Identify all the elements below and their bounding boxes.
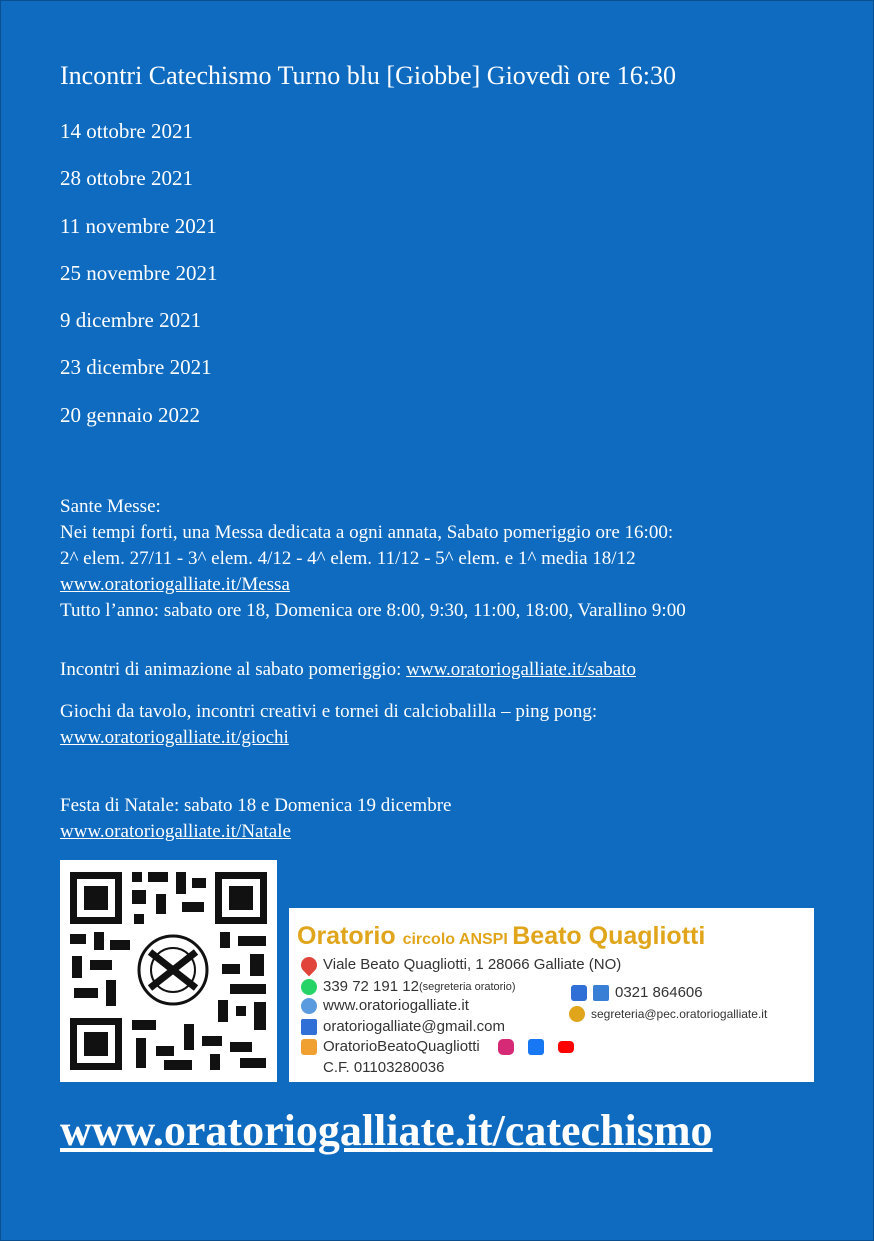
list-item: 23 dicembre 2021 (60, 355, 212, 380)
phone-note: (segreteria oratorio) (418, 980, 516, 993)
animazione-section (60, 657, 636, 683)
natale-section (60, 793, 451, 845)
natale-text: Festa di Natale: sabato 18 e Domenica 19 dicembre (60, 795, 452, 816)
list-item: 11 novembre 2021 (60, 213, 217, 238)
fax-icon (593, 985, 609, 1001)
instagram-icon[interactable] (498, 1039, 514, 1055)
card-title-beato: Beato Quagliotti (512, 922, 706, 950)
map-pin-icon (298, 953, 321, 976)
globe-icon (301, 998, 317, 1014)
card-title-circolo: circolo ANSPI (402, 931, 513, 948)
phone-row (301, 978, 516, 995)
card-title-oratorio: Oratorio (297, 922, 403, 950)
pec-text[interactable]: segreteria@pec.oratoriogalliate.it (591, 1007, 768, 1021)
page-title: Incontri Catechismo Turno blu [Giobbe] Giovedì ore 16:30 (60, 61, 676, 90)
qr-code[interactable] (60, 860, 277, 1082)
sabato-link[interactable]: www.oratoriogalliate.it/sabato (406, 659, 636, 680)
list-item: 28 ottobre 2021 (60, 166, 193, 191)
website-row (301, 997, 469, 1014)
whatsapp-icon (301, 979, 317, 995)
list-item: 14 ottobre 2021 (60, 119, 193, 143)
website-text[interactable]: www.oratoriogalliate.it (323, 997, 469, 1014)
messe-section (60, 494, 686, 624)
date-list (60, 117, 217, 448)
list-item: 9 dicembre 2021 (60, 308, 202, 333)
messe-heading: Sante Messe: (60, 496, 161, 517)
giochi-link[interactable]: www.oratoriogalliate.it/giochi (60, 727, 289, 748)
list-item: 25 novembre 2021 (60, 260, 218, 285)
pec-row (569, 1006, 767, 1022)
pec-icon (569, 1006, 585, 1022)
email-text[interactable]: oratoriogalliate@gmail.com (323, 1018, 505, 1035)
catechismo-link[interactable]: www.oratoriogalliate.it/catechismo (60, 1106, 713, 1155)
qr-code-icon (60, 860, 277, 1082)
phone-icon (571, 985, 587, 1001)
list-item: 20 gennaio 2022 (60, 402, 200, 427)
email-row (301, 1018, 505, 1035)
messe-line3: Tutto l’anno: sabato ore 18, Domenica ore 8:00, 9:30, 11:00, 18:00, Varallino 9:00 (60, 600, 686, 621)
contact-card (289, 908, 814, 1082)
card-title (297, 922, 705, 951)
social-text: OratorioBeatoQuagliotti (323, 1038, 480, 1055)
oratorio-logo-icon (301, 1039, 317, 1055)
address-text: Viale Beato Quagliotti, 1 28066 Galliate (NO) (323, 956, 622, 973)
cf-text: C.F. 01103280036 (323, 1059, 445, 1076)
phone-text[interactable]: 339 72 191 12 (323, 978, 419, 995)
messa-link[interactable]: www.oratoriogalliate.it/Messa (60, 574, 290, 595)
giochi-section (60, 699, 597, 751)
giochi-text: Giochi da tavolo, incontri creativi e tornei di calciobalilla – ping pong: (60, 701, 598, 722)
messe-line1: Nei tempi forti, una Messa dedicata a ogni annata, Sabato pomeriggio ore 16:00: (60, 522, 674, 543)
email-icon (301, 1019, 317, 1035)
animazione-text: Incontri di animazione al sabato pomeriggio: (60, 659, 407, 680)
social-row (301, 1038, 580, 1055)
cf-row (323, 1059, 445, 1076)
natale-link[interactable]: www.oratoriogalliate.it/Natale (60, 821, 291, 842)
youtube-icon[interactable] (558, 1041, 574, 1053)
address-row (301, 956, 621, 973)
facebook-icon[interactable] (528, 1039, 544, 1055)
messe-line2: 2^ elem. 27/11 - 3^ elem. 4/12 - 4^ elem. 11/12 - 5^ elem. e 1^ media 18/12 (60, 548, 636, 569)
landline-row (571, 984, 703, 1001)
landline-text[interactable]: 0321 864606 (615, 984, 703, 1001)
